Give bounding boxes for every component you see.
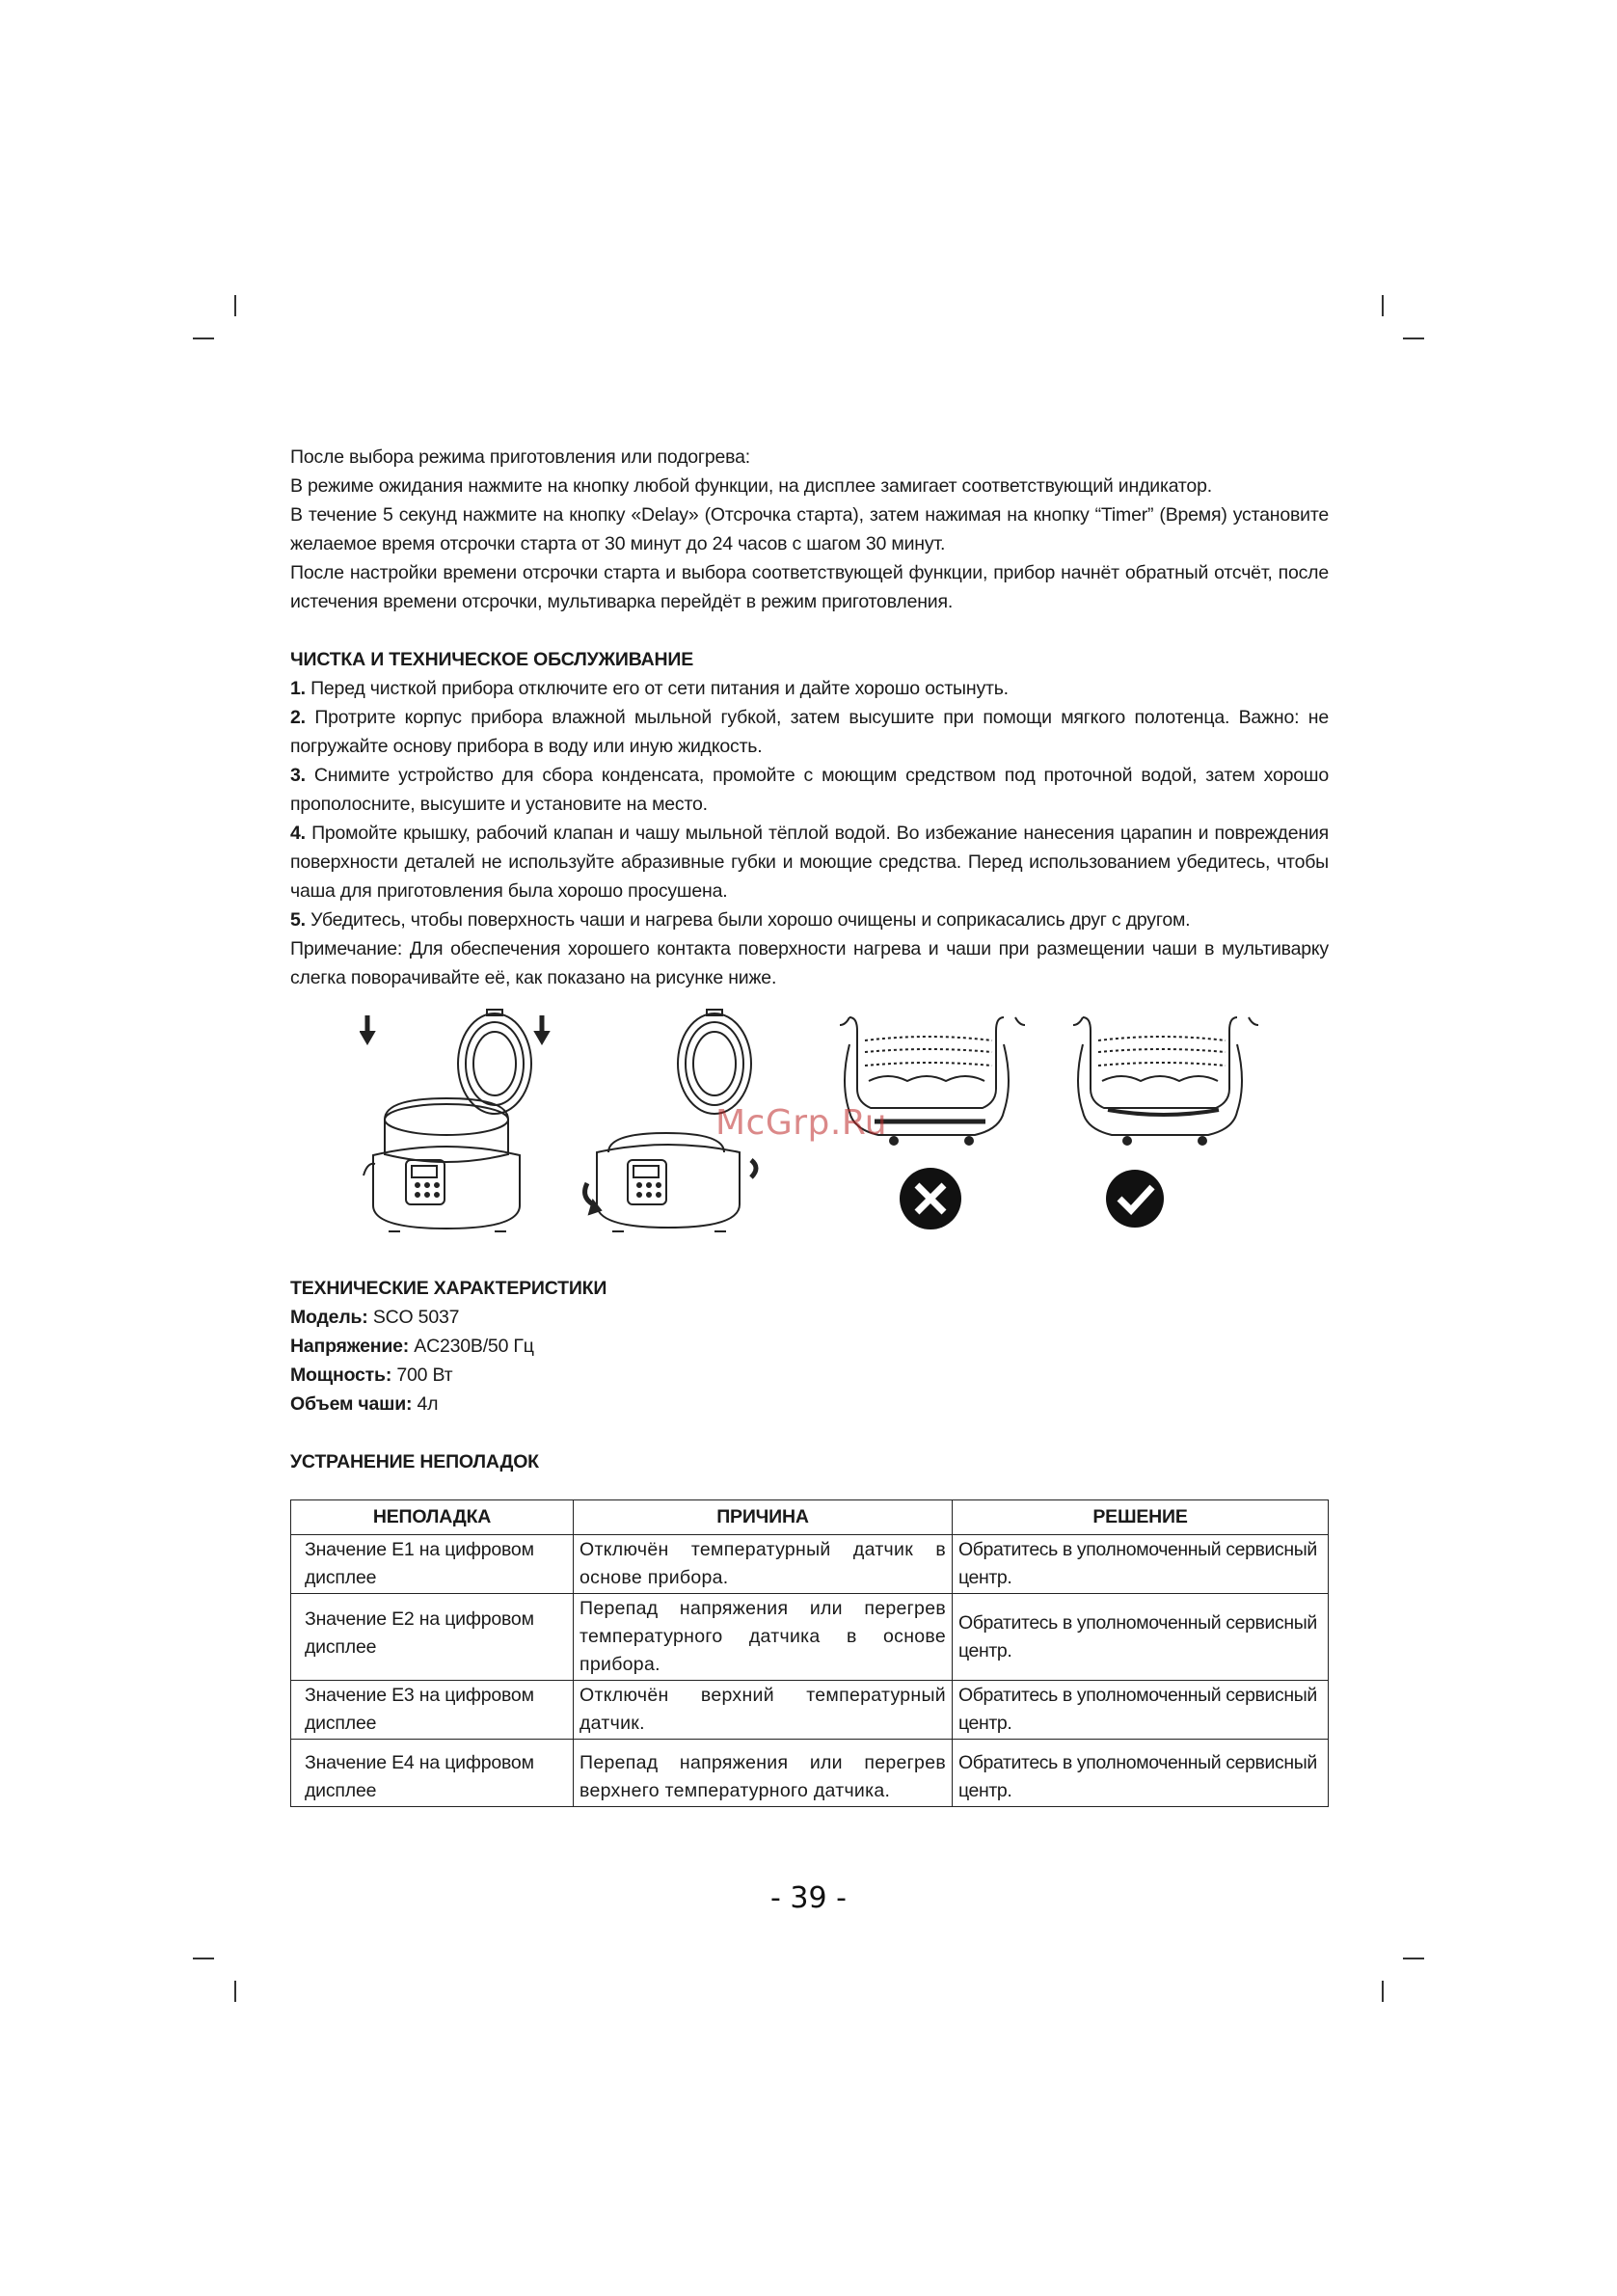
cleaning-step-3 — [290, 761, 1329, 819]
solution-cell: Обратитесь в уполномоченный сервисный центр. — [953, 1740, 1329, 1807]
intro-line-2: В режиме ожидания нажмите на кнопку любой функции, на дисплее замигает соответствующий индикатор. — [290, 475, 1212, 497]
crop-mark-top-left-v — [234, 295, 236, 316]
page-content — [290, 443, 1329, 1807]
intro-line-3: В течение 5 секунд нажмите на кнопку «Delay» (Отсрочка старта), затем нажимая на кнопку “Timer” (Время) установите желаемое время отсрочки старта от 30 минут до 24 часов с шагом 30 минут. — [290, 504, 1329, 554]
problem-cell: Значение Е4 на цифровом дисплее — [291, 1740, 574, 1807]
cleaning-note: Примечание: Для обеспечения хорошего контакта поверхности нагрева и чаши при размещении чаши в мультиварку слегка поворачивайте её, как показано на рисунке ниже. — [290, 938, 1329, 988]
table-row — [291, 1681, 1329, 1740]
step-number: 1. — [290, 678, 306, 699]
figure-correct-placement — [1069, 1006, 1262, 1251]
step-text: Протрите корпус прибора влажной мыльной губкой, затем высушите при помощи мягкого полотенца. Важно: не погружайте основу прибора в воду или иную жидкость. — [290, 707, 1330, 757]
troubleshooting-table — [290, 1499, 1329, 1807]
spec-label: Модель: — [290, 1307, 368, 1328]
table-row — [291, 1740, 1329, 1807]
watermark: McGrp.Ru — [715, 1103, 888, 1143]
column-header: ПРИЧИНА — [574, 1500, 953, 1535]
cleaning-step-1 — [290, 674, 1329, 703]
bowl-placement-figures — [290, 1006, 1329, 1251]
page-number: - 39 - — [770, 1881, 847, 1915]
troubleshooting-title: УСТРАНЕНИЕ НЕПОЛАДОК — [290, 1451, 539, 1472]
problem-cell: Значение Е1 на цифровом дисплее — [291, 1535, 574, 1594]
table-row — [291, 1594, 1329, 1681]
crop-mark-bottom-left-h — [193, 1958, 214, 1959]
crop-mark-top-right-v — [1382, 295, 1384, 316]
step-number: 3. — [290, 765, 306, 786]
cause-cell: Отключён верхний температурный датчик. — [574, 1681, 953, 1740]
cause-cell: Перепад напряжения или перегрев верхнего температурного датчика. — [574, 1740, 953, 1807]
spec-label: Напряжение: — [290, 1336, 410, 1357]
table-header-row — [291, 1500, 1329, 1535]
spec-label: Мощность: — [290, 1364, 392, 1386]
spec-label: Объем чаши: — [290, 1393, 413, 1415]
crop-mark-bottom-left-v — [234, 1981, 236, 2002]
problem-cell: Значение Е2 на цифровом дисплее — [291, 1594, 574, 1681]
cause-cell: Перепад напряжения или перегрев температурного датчика в основе прибора. — [574, 1594, 953, 1681]
column-header: РЕШЕНИЕ — [953, 1500, 1329, 1535]
table-row — [291, 1535, 1329, 1594]
spec-voltage — [290, 1332, 1329, 1361]
intro-line-1: После выбора режима приготовления или подогрева: — [290, 446, 750, 468]
solution-cell: Обратитесь в уполномоченный сервисный центр. — [953, 1535, 1329, 1594]
specs-title: ТЕХНИЧЕСКИЕ ХАРАКТЕРИСТИКИ — [290, 1278, 607, 1299]
step-number: 4. — [290, 823, 306, 844]
crop-mark-top-left-h — [193, 338, 214, 339]
spec-value: SCO 5037 — [372, 1307, 460, 1328]
step-text: Убедитесь, чтобы поверхность чаши и нагрева были хорошо очищены и соприкасались друг с другом. — [310, 909, 1191, 931]
intro-line-4: После настройки времени отсрочки старта и выбора соответствующей функции, прибор начнёт обратный отсчёт, после истечения времени отсрочки, мультиварка перейдёт в режим приготовления. — [290, 562, 1329, 612]
step-text: Промойте крышку, рабочий клапан и чашу мыльной тёплой водой. Во избежание нанесения царапин и повреждения поверхности деталей не используйте абразивные губки и моющие средства. Перед использованием убедитесь, чтобы чаша для приготовления была хорошо просушена. — [290, 823, 1329, 902]
problem-cell: Значение Е3 на цифровом дисплее — [291, 1681, 574, 1740]
solution-cell: Обратитесь в уполномоченный сервисный центр. — [953, 1681, 1329, 1740]
step-number: 5. — [290, 909, 306, 931]
spec-value: 700 Вт — [396, 1364, 453, 1386]
crop-mark-bottom-right-h — [1403, 1958, 1424, 1959]
crop-mark-top-right-h — [1403, 338, 1424, 339]
solution-cell: Обратитесь в уполномоченный сервисный центр. — [953, 1594, 1329, 1681]
step-number: 2. — [290, 707, 306, 728]
step-text: Снимите устройство для сбора конденсата, промойте с моющим средством под проточной водой, затем хорошо прополосните, высушите и установите на место. — [290, 765, 1329, 815]
cleaning-title: ЧИСТКА И ТЕХНИЧЕСКОЕ ОБСЛУЖИВАНИЕ — [290, 649, 694, 670]
crop-mark-bottom-right-v — [1382, 1981, 1384, 2002]
figure-insert-bowl — [360, 1006, 581, 1251]
spec-model — [290, 1303, 1329, 1332]
step-text: Перед чисткой прибора отключите его от сети питания и дайте хорошо остынуть. — [310, 678, 1009, 699]
cleaning-step-4 — [290, 819, 1329, 905]
cleaning-step-5 — [290, 905, 1329, 934]
spec-volume — [290, 1390, 1329, 1418]
spec-value: AC230В/50 Гц — [414, 1336, 534, 1357]
column-header: НЕПОЛАДКА — [291, 1500, 574, 1535]
cleaning-step-2 — [290, 703, 1329, 761]
spec-value: 4л — [417, 1393, 439, 1415]
spec-power — [290, 1361, 1329, 1390]
cause-cell: Отключён температурный датчик в основе прибора. — [574, 1535, 953, 1594]
